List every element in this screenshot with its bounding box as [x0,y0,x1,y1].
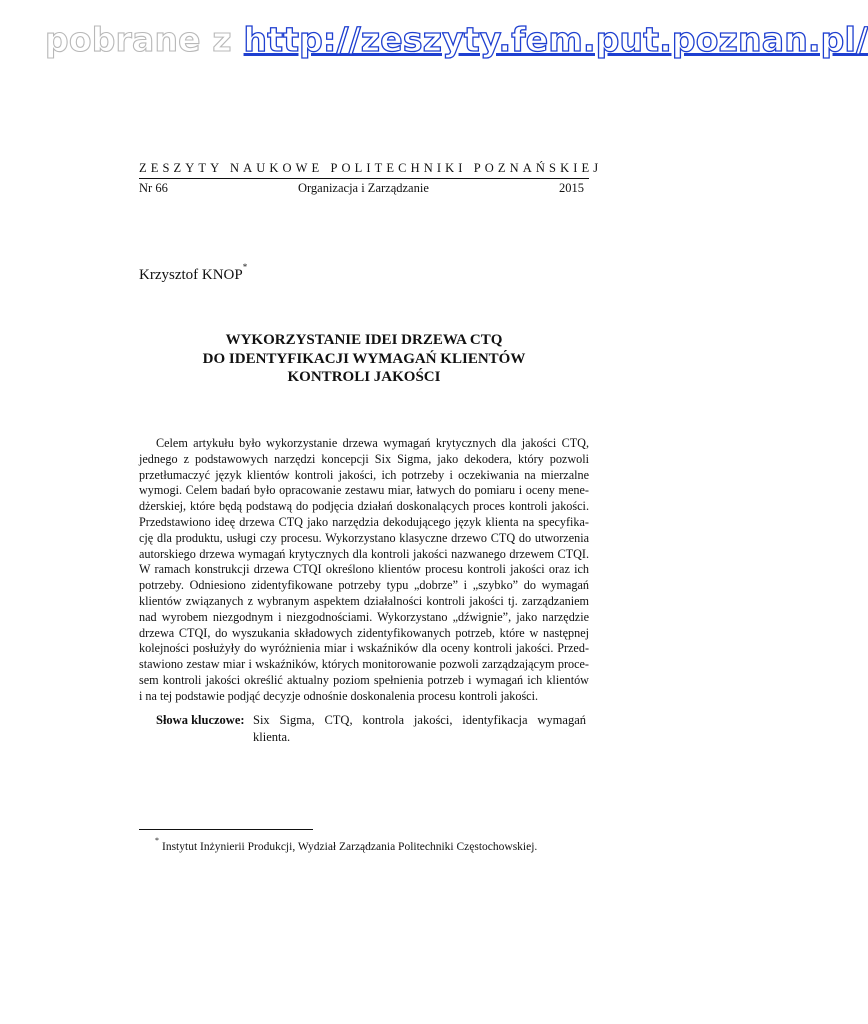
footnote-rule [139,829,313,830]
author-footnote-mark: * [242,262,248,272]
paper-title [139,331,589,387]
abstract-line: wymogi. Celem badań było opracowanie zestawu miar, łatwych do pomiaru i oceny mene- [139,483,589,498]
abstract-line: cję dla produktu, usługi czy procesu. Wykorzystano klasyczne drzewo CTQ do utworzenia [139,530,589,545]
abstract-line: autorskiego drzewa wymagań krytycznych dla kontroli jakości nazwanego drzewem CTQI. [139,546,589,561]
abstract-line: przetłumaczyć język klientów kontroli jakości, ich potrzeby i oczekiwania na mierzalne [139,467,589,482]
abstract-line: dżerskiej, które będą podstawą do podjęcia działań doskonalących proces kontroli jakości. [139,499,589,514]
footnote-text: Instytut Inżynierii Produkcji, Wydział Zarządzania Politechniki Częstochowskiej. [162,840,538,853]
abstract-line: sem kontroli jakości określić aktualny poziom spełnienia potrzeb i wymagań ich klientów [139,672,589,687]
abstract-line: klientów związanych z wybranym aspektem działalności kontroli jakości tj. zarządzaniem [139,593,589,608]
keywords-value [253,712,586,745]
series-name: Organizacja i Zarządzanie [297,181,429,195]
keywords-line: klienta. [253,729,291,744]
issue-line [139,180,584,196]
abstract-line: nad wyrobem niezgodnym i niezgodnościami. Wykorzystano „dźwignie”, jako narzędzie [139,609,589,624]
source-link[interactable]: http://zeszyty.fem.put.poznan.pl/ [243,20,868,59]
abstract-line: Celem artykułu było wykorzystanie drzewa wymagań krytycznych dla jakości CTQ, [156,436,589,450]
issue-number: Nr 66 [139,181,168,195]
abstract-line: kolejności posłużyły do wyróżnienia miar i wskaźników dla oceny kontroli jakości. Przed- [139,641,589,656]
title-line: KONTROLI JAKOŚCI [287,369,441,385]
abstract-line: i na tej podstawie podjąć decyzje odnośnie doskonalenia procesu kontroli jakości. [139,688,539,703]
header-rule [139,178,589,179]
title-line: DO IDENTYFIKACJI WYMAGAŃ KLIENTÓW [202,350,526,367]
keywords-line: Six Sigma, CTQ, kontrola jakości, identyfikacja wymagań [253,713,586,727]
issue-year: 2015 [558,181,584,195]
journal-name: ZESZYTY NAUKOWE POLITECHNIKI POZNAŃSKIEJ [139,161,603,175]
footnote [155,836,537,854]
abstract-line: Przedstawiono ideę drzewa CTQ jako narzędzia dekodującego język klienta na specyfika- [139,514,589,529]
abstract [139,436,589,705]
download-watermark [45,18,868,62]
title-line: WYKORZYSTANIE IDEI DRZEWA CTQ [225,332,503,348]
abstract-line: jednego z podstawowych narzędzi koncepcji Six Sigma, jako dekodera, który pozwoli [139,451,589,466]
footnote-mark: * [155,836,159,845]
author [139,260,247,285]
abstract-line: stawiono zestaw miar i wskaźników, których monitorowanie pozwoli zarządzającym proce- [139,657,589,672]
keywords-label: Słowa kluczowe: [156,713,245,727]
abstract-line: drzewa CTQI, do wyszukania składowych zidentyfikowanych potrzeb, które w następnej [139,625,589,640]
abstract-line: potrzeby. Odniesiono zidentyfikowane potrzeby typu „dobrze” i „szybko” do wymagań [139,578,589,593]
watermark-prefix: pobrane z [45,20,244,59]
author-name: Krzysztof KNOP [139,267,243,283]
abstract-line: W ramach konstrukcji drzewa CTQI określono klientów procesu kontroli jakości oraz ich [139,562,589,577]
